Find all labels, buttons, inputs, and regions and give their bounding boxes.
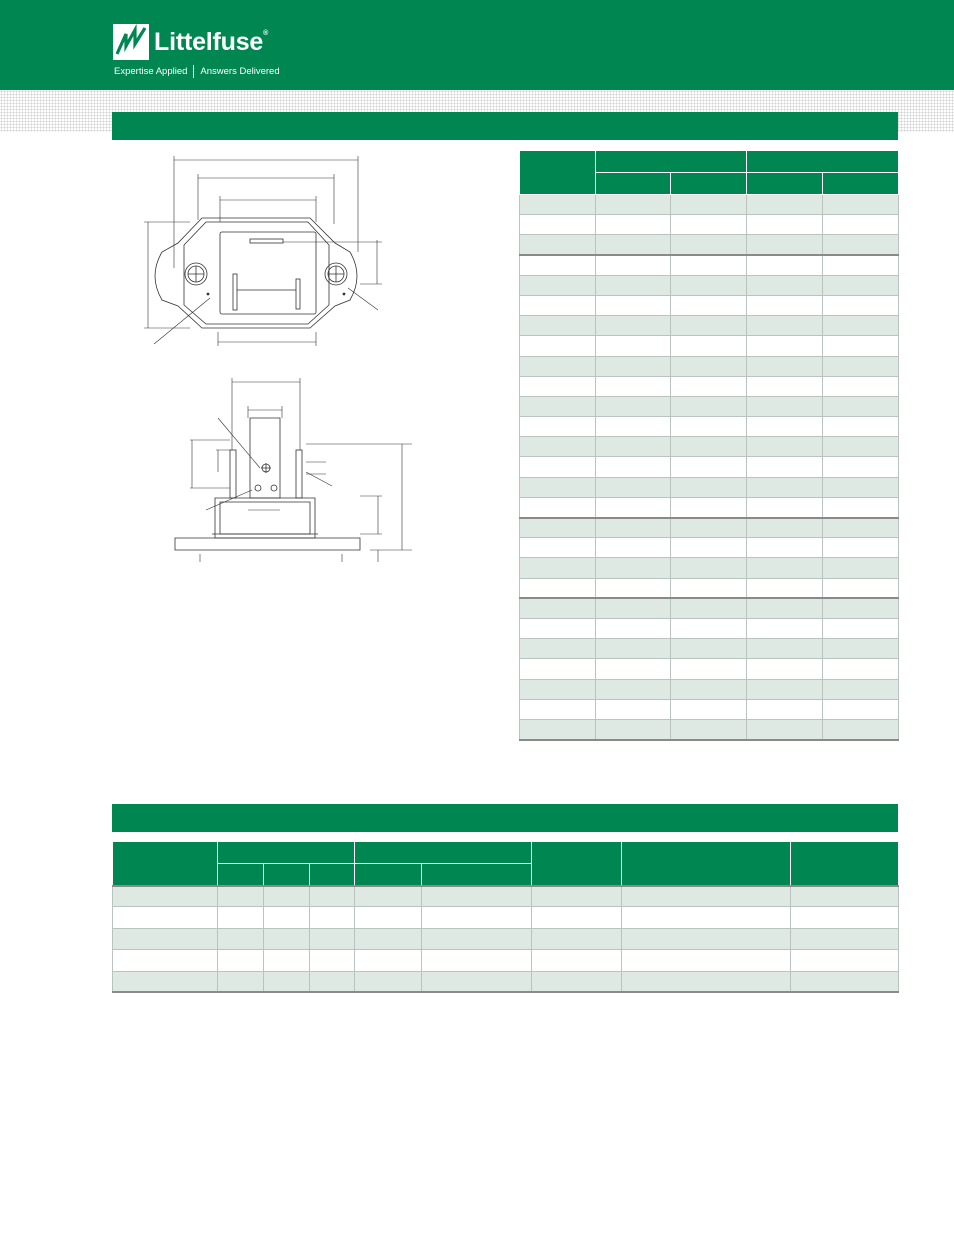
table-cell	[520, 356, 596, 376]
table-cell	[823, 639, 899, 659]
table-row	[520, 195, 899, 215]
table-row	[520, 518, 899, 538]
table-cell	[671, 457, 747, 477]
table-cell	[823, 316, 899, 336]
table-cell	[747, 195, 823, 215]
table-cell	[823, 356, 899, 376]
ord-header-part-number	[113, 842, 218, 886]
table-cell	[747, 336, 823, 356]
table-row	[520, 336, 899, 356]
table-cell	[520, 497, 596, 517]
table-cell	[596, 376, 671, 396]
brand-tagline	[114, 65, 280, 78]
table-cell	[310, 928, 355, 949]
table-cell	[264, 907, 310, 928]
table-cell	[520, 417, 596, 437]
table-cell	[596, 659, 671, 679]
table-cell	[422, 950, 532, 971]
table-cell	[422, 928, 532, 949]
table-cell	[671, 255, 747, 275]
table-cell	[218, 950, 264, 971]
dim-header-inches	[596, 151, 747, 173]
table-cell	[671, 275, 747, 295]
table-cell	[596, 618, 671, 638]
table-row	[113, 886, 899, 907]
table-cell	[596, 457, 671, 477]
table-row	[520, 578, 899, 598]
table-cell	[520, 618, 596, 638]
table-cell	[596, 437, 671, 457]
table-cell	[747, 356, 823, 376]
table-cell	[355, 886, 422, 907]
registered-mark: ®	[263, 29, 269, 37]
table-cell	[596, 578, 671, 598]
section-bar-ordering	[112, 804, 898, 832]
brand-name: Littelfuse®	[154, 27, 269, 56]
table-cell	[671, 558, 747, 578]
ord-subheader-b2	[422, 864, 532, 886]
table-cell	[671, 417, 747, 437]
table-cell	[520, 659, 596, 679]
table-cell	[264, 928, 310, 949]
table-cell	[747, 316, 823, 336]
table-cell	[671, 679, 747, 699]
table-cell	[671, 719, 747, 739]
table-cell	[823, 618, 899, 638]
section-bar-dimensions	[112, 112, 898, 140]
table-cell	[671, 699, 747, 719]
table-cell	[671, 477, 747, 497]
table-cell	[422, 907, 532, 928]
dim-header-dimension	[520, 151, 596, 195]
table-row	[520, 295, 899, 315]
table-cell	[520, 538, 596, 558]
table-cell	[520, 437, 596, 457]
table-cell	[532, 950, 622, 971]
dimensions-table	[519, 150, 899, 741]
table-cell	[310, 950, 355, 971]
table-cell	[791, 907, 899, 928]
table-cell	[520, 336, 596, 356]
table-cell	[355, 907, 422, 928]
table-cell	[747, 558, 823, 578]
table-cell	[264, 971, 310, 992]
page-header	[0, 0, 954, 90]
table-cell	[671, 215, 747, 235]
table-cell	[113, 950, 218, 971]
table-cell	[520, 558, 596, 578]
table-cell	[823, 558, 899, 578]
table-cell	[596, 215, 671, 235]
table-cell	[310, 971, 355, 992]
table-row	[520, 639, 899, 659]
table-row	[520, 255, 899, 275]
table-cell	[520, 699, 596, 719]
ord-subheader-a3	[310, 864, 355, 886]
table-cell	[823, 578, 899, 598]
top-view-dimensions	[144, 156, 382, 346]
table-cell	[596, 417, 671, 437]
table-row	[520, 215, 899, 235]
table-cell	[747, 518, 823, 538]
table-cell	[823, 295, 899, 315]
table-row	[520, 457, 899, 477]
table-cell	[310, 886, 355, 907]
table-cell	[823, 659, 899, 679]
table-row	[113, 971, 899, 992]
dim-header-mm-max	[823, 173, 899, 195]
table-cell	[747, 275, 823, 295]
table-cell	[671, 235, 747, 255]
table-cell	[520, 457, 596, 477]
table-cell	[823, 538, 899, 558]
table-cell	[747, 376, 823, 396]
table-row	[520, 477, 899, 497]
table-cell	[622, 950, 791, 971]
table-row	[520, 699, 899, 719]
package-drawing	[120, 148, 420, 568]
table-cell	[520, 396, 596, 416]
table-row	[520, 598, 899, 618]
table-cell	[520, 376, 596, 396]
table-cell	[596, 295, 671, 315]
table-cell	[520, 215, 596, 235]
table-cell	[596, 518, 671, 538]
table-cell	[671, 518, 747, 538]
table-row	[520, 538, 899, 558]
table-cell	[596, 598, 671, 618]
table-cell	[823, 376, 899, 396]
table-cell	[747, 639, 823, 659]
table-cell	[823, 396, 899, 416]
littelfuse-logo-icon	[113, 24, 149, 60]
table-cell	[671, 195, 747, 215]
table-cell	[823, 699, 899, 719]
table-cell	[671, 578, 747, 598]
table-cell	[747, 497, 823, 517]
table-cell	[218, 971, 264, 992]
ord-header-col-8	[622, 842, 791, 886]
table-cell	[823, 195, 899, 215]
ord-subheader-a2	[264, 864, 310, 886]
table-cell	[747, 659, 823, 679]
table-cell	[264, 950, 310, 971]
table-cell	[791, 971, 899, 992]
table-row	[520, 719, 899, 739]
table-cell	[596, 538, 671, 558]
dim-table-body	[520, 195, 899, 740]
table-cell	[747, 457, 823, 477]
table-cell	[596, 316, 671, 336]
table-cell	[355, 928, 422, 949]
table-cell	[823, 235, 899, 255]
table-cell	[747, 578, 823, 598]
table-cell	[355, 950, 422, 971]
table-row	[113, 950, 899, 971]
ord-header-group-b	[355, 842, 532, 864]
top-view-outline	[155, 218, 357, 328]
table-cell	[520, 639, 596, 659]
table-cell	[264, 886, 310, 907]
ord-header-col-9	[791, 842, 899, 886]
ord-table-body	[113, 886, 899, 993]
table-cell	[218, 907, 264, 928]
table-cell	[422, 886, 532, 907]
table-cell	[823, 477, 899, 497]
table-cell	[823, 275, 899, 295]
table-cell	[218, 886, 264, 907]
table-cell	[823, 719, 899, 739]
table-cell	[791, 928, 899, 949]
table-cell	[422, 971, 532, 992]
dim-header-inches-max	[671, 173, 747, 195]
table-row	[520, 497, 899, 517]
table-cell	[520, 598, 596, 618]
table-cell	[113, 971, 218, 992]
table-cell	[596, 719, 671, 739]
table-cell	[355, 971, 422, 992]
table-cell	[671, 538, 747, 558]
table-cell	[520, 477, 596, 497]
table-cell	[532, 886, 622, 907]
table-cell	[596, 699, 671, 719]
table-row	[520, 659, 899, 679]
table-cell	[596, 639, 671, 659]
table-row	[520, 316, 899, 336]
table-cell	[596, 356, 671, 376]
ord-subheader-b1	[355, 864, 422, 886]
table-cell	[622, 886, 791, 907]
table-cell	[671, 437, 747, 457]
table-cell	[520, 578, 596, 598]
table-row	[113, 907, 899, 928]
table-row	[520, 275, 899, 295]
table-cell	[622, 928, 791, 949]
table-cell	[671, 618, 747, 638]
table-row	[520, 235, 899, 255]
table-cell	[747, 538, 823, 558]
table-cell	[747, 477, 823, 497]
table-cell	[747, 235, 823, 255]
table-cell	[747, 699, 823, 719]
table-cell	[671, 598, 747, 618]
table-cell	[671, 295, 747, 315]
table-cell	[823, 437, 899, 457]
side-view-dimensions	[190, 378, 412, 562]
table-row	[520, 396, 899, 416]
ordering-table	[112, 841, 899, 993]
table-cell	[671, 639, 747, 659]
ord-header-col-7	[532, 842, 622, 886]
table-cell	[671, 396, 747, 416]
table-row	[520, 417, 899, 437]
table-cell	[532, 928, 622, 949]
table-cell	[747, 396, 823, 416]
ord-header-group-a	[218, 842, 355, 864]
table-cell	[747, 215, 823, 235]
table-cell	[747, 618, 823, 638]
table-cell	[823, 679, 899, 699]
table-cell	[596, 195, 671, 215]
dim-header-inches-min	[596, 173, 671, 195]
table-row	[520, 679, 899, 699]
table-cell	[520, 255, 596, 275]
table-cell	[671, 659, 747, 679]
table-row	[520, 356, 899, 376]
table-cell	[823, 215, 899, 235]
table-cell	[747, 295, 823, 315]
dim-header-millimeters	[747, 151, 899, 173]
table-row	[520, 618, 899, 638]
table-cell	[520, 195, 596, 215]
dim-header-mm-min	[747, 173, 823, 195]
table-cell	[596, 336, 671, 356]
table-cell	[520, 316, 596, 336]
table-cell	[596, 396, 671, 416]
side-view-outline	[175, 418, 360, 550]
table-cell	[671, 336, 747, 356]
table-cell	[596, 235, 671, 255]
ord-subheader-a1	[218, 864, 264, 886]
table-row	[520, 376, 899, 396]
table-cell	[520, 679, 596, 699]
tagline-left: Expertise Applied	[114, 66, 188, 77]
table-cell	[747, 598, 823, 618]
table-cell	[596, 275, 671, 295]
table-cell	[310, 907, 355, 928]
table-cell	[113, 886, 218, 907]
table-cell	[622, 907, 791, 928]
table-cell	[622, 971, 791, 992]
table-cell	[520, 235, 596, 255]
table-cell	[520, 275, 596, 295]
table-cell	[113, 928, 218, 949]
table-cell	[520, 719, 596, 739]
table-cell	[823, 497, 899, 517]
table-cell	[747, 679, 823, 699]
table-cell	[823, 518, 899, 538]
table-cell	[747, 417, 823, 437]
table-row	[113, 928, 899, 949]
tagline-right: Answers Delivered	[200, 66, 280, 77]
table-cell	[520, 295, 596, 315]
table-cell	[113, 907, 218, 928]
brand-logo[interactable]	[113, 24, 268, 60]
table-row	[520, 558, 899, 578]
table-cell	[823, 457, 899, 477]
table-cell	[520, 518, 596, 538]
table-cell	[671, 316, 747, 336]
table-cell	[218, 928, 264, 949]
table-cell	[532, 971, 622, 992]
table-cell	[596, 558, 671, 578]
table-cell	[532, 907, 622, 928]
table-cell	[823, 336, 899, 356]
table-cell	[671, 497, 747, 517]
table-cell	[747, 719, 823, 739]
table-cell	[791, 950, 899, 971]
table-cell	[596, 679, 671, 699]
table-cell	[596, 477, 671, 497]
table-cell	[823, 598, 899, 618]
table-cell	[823, 255, 899, 275]
table-cell	[823, 417, 899, 437]
tagline-divider	[193, 65, 194, 78]
table-cell	[671, 376, 747, 396]
table-cell	[747, 437, 823, 457]
table-cell	[791, 886, 899, 907]
table-cell	[596, 255, 671, 275]
table-cell	[747, 255, 823, 275]
table-cell	[671, 356, 747, 376]
table-row	[520, 437, 899, 457]
table-cell	[596, 497, 671, 517]
